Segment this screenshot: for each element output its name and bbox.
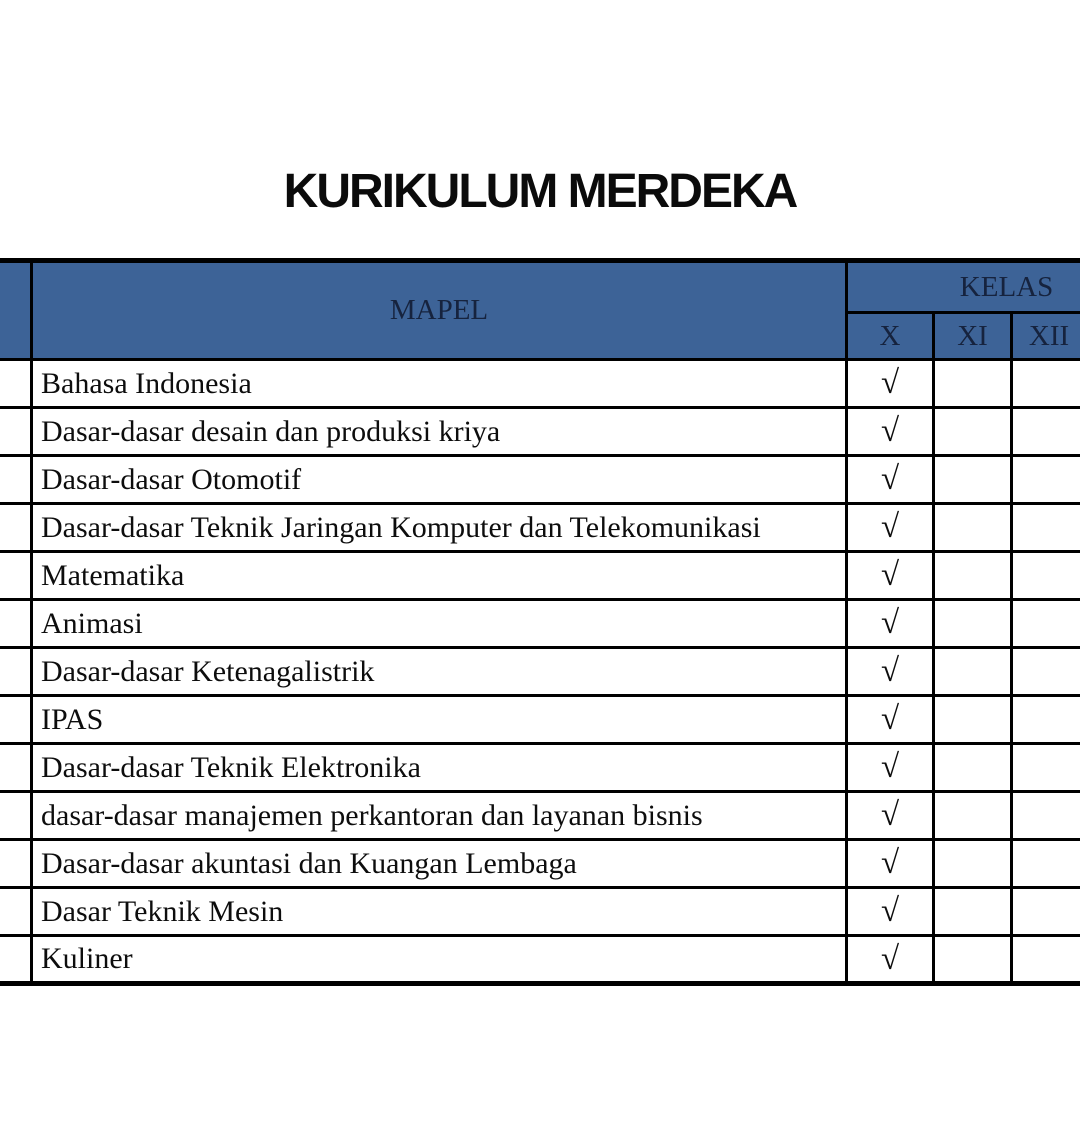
row-number-cell <box>0 408 32 456</box>
check-kelas-xii <box>1012 456 1080 504</box>
check-kelas-xi <box>934 888 1012 936</box>
subject-name: Kuliner <box>32 936 847 984</box>
check-kelas-xi <box>934 456 1012 504</box>
subject-name: Animasi <box>32 600 847 648</box>
check-kelas-x: √ <box>847 360 934 408</box>
header-kelas: KELAS <box>847 261 1080 313</box>
check-kelas-xii <box>1012 888 1080 936</box>
check-kelas-x: √ <box>847 504 934 552</box>
check-kelas-x: √ <box>847 552 934 600</box>
check-kelas-xii <box>1012 408 1080 456</box>
row-number-cell <box>0 600 32 648</box>
check-kelas-xi <box>934 840 1012 888</box>
check-kelas-xii <box>1012 840 1080 888</box>
curriculum-table-container <box>0 258 1080 986</box>
table-row <box>0 888 1080 936</box>
check-kelas-xii <box>1012 600 1080 648</box>
check-kelas-x: √ <box>847 888 934 936</box>
row-number-cell <box>0 696 32 744</box>
table-row <box>0 792 1080 840</box>
check-kelas-xii <box>1012 936 1080 984</box>
check-kelas-xii <box>1012 744 1080 792</box>
check-kelas-xi <box>934 696 1012 744</box>
page-title: KURIKULUM MERDEKA <box>283 165 797 218</box>
check-kelas-x: √ <box>847 408 934 456</box>
row-number-cell <box>0 744 32 792</box>
row-number-cell <box>0 552 32 600</box>
curriculum-table <box>0 258 1080 986</box>
table-row <box>0 504 1080 552</box>
table-row <box>0 648 1080 696</box>
check-kelas-xi <box>934 408 1012 456</box>
check-kelas-xii <box>1012 696 1080 744</box>
header-mapel: MAPEL <box>32 261 847 360</box>
subject-name: IPAS <box>32 696 847 744</box>
check-kelas-xi <box>934 600 1012 648</box>
row-number-cell <box>0 840 32 888</box>
row-number-cell <box>0 360 32 408</box>
subject-name: dasar-dasar manajemen perkantoran dan layanan bisnis <box>32 792 847 840</box>
table-row <box>0 408 1080 456</box>
row-number-cell <box>0 456 32 504</box>
subject-name: Matematika <box>32 552 847 600</box>
subject-name: Dasar Teknik Mesin <box>32 888 847 936</box>
check-kelas-xi <box>934 648 1012 696</box>
check-kelas-x: √ <box>847 600 934 648</box>
check-kelas-x: √ <box>847 936 934 984</box>
row-number-cell <box>0 648 32 696</box>
header-kelas-xi: XI <box>934 313 1012 360</box>
table-row <box>0 600 1080 648</box>
check-kelas-xi <box>934 936 1012 984</box>
subject-name: Dasar-dasar Ketenagalistrik <box>32 648 847 696</box>
table-row <box>0 552 1080 600</box>
subject-name: Bahasa Indonesia <box>32 360 847 408</box>
check-kelas-xii <box>1012 552 1080 600</box>
subject-name: Dasar-dasar akuntasi dan Kuangan Lembaga <box>32 840 847 888</box>
table-row <box>0 936 1080 984</box>
check-kelas-xii <box>1012 360 1080 408</box>
table-row <box>0 360 1080 408</box>
row-number-cell <box>0 792 32 840</box>
subject-name: Dasar-dasar Teknik Elektronika <box>32 744 847 792</box>
check-kelas-x: √ <box>847 792 934 840</box>
check-kelas-xi <box>934 504 1012 552</box>
row-number-cell <box>0 888 32 936</box>
table-row <box>0 840 1080 888</box>
check-kelas-xii <box>1012 648 1080 696</box>
check-kelas-xi <box>934 360 1012 408</box>
check-kelas-x: √ <box>847 456 934 504</box>
check-kelas-xi <box>934 744 1012 792</box>
row-number-cell <box>0 504 32 552</box>
check-kelas-xi <box>934 552 1012 600</box>
header-kelas-xii: XII <box>1012 313 1080 360</box>
subject-name: Dasar-dasar Teknik Jaringan Komputer dan Telekomunikasi <box>32 504 847 552</box>
table-row <box>0 456 1080 504</box>
check-kelas-xi <box>934 792 1012 840</box>
row-number-cell <box>0 936 32 984</box>
header-kelas-x: X <box>847 313 934 360</box>
header-no-cell <box>0 261 32 360</box>
check-kelas-x: √ <box>847 696 934 744</box>
check-kelas-xii <box>1012 504 1080 552</box>
check-kelas-x: √ <box>847 744 934 792</box>
check-kelas-x: √ <box>847 840 934 888</box>
check-kelas-x: √ <box>847 648 934 696</box>
table-row <box>0 744 1080 792</box>
subject-name: Dasar-dasar Otomotif <box>32 456 847 504</box>
check-kelas-xii <box>1012 792 1080 840</box>
table-row <box>0 696 1080 744</box>
subject-name: Dasar-dasar desain dan produksi kriya <box>32 408 847 456</box>
